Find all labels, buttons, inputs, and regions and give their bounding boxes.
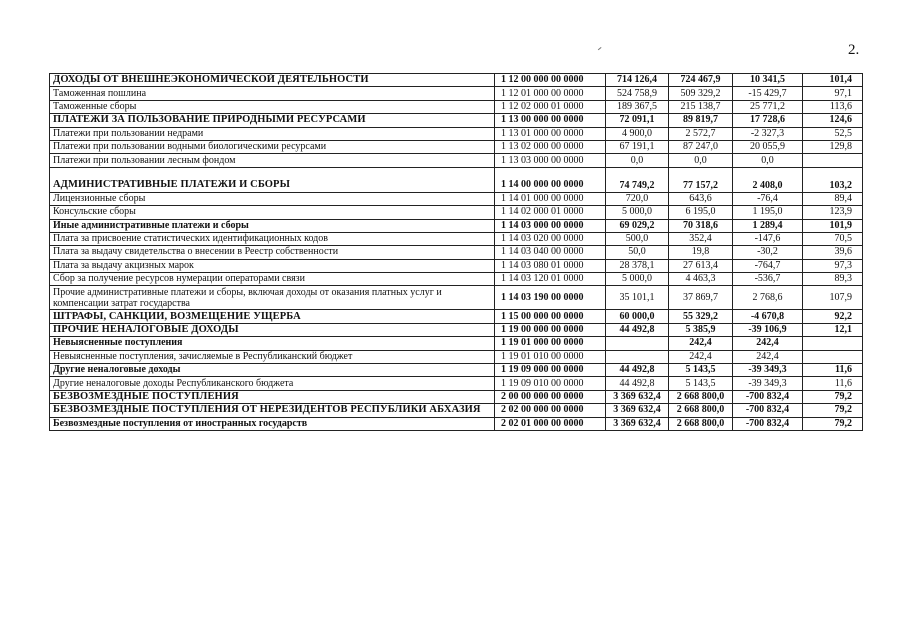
budget-code: 1 14 02 000 01 0000 (495, 206, 606, 219)
budget-code: 1 14 01 000 00 0000 (495, 192, 606, 205)
deviation-value: 0,0 (733, 154, 803, 167)
execution-percent: 12,1 (803, 323, 863, 336)
actual-value: 2 668 800,0 (669, 417, 733, 430)
actual-value: 352,4 (669, 232, 733, 245)
budget-code: 1 15 00 000 00 0000 (495, 310, 606, 323)
table-row (50, 206, 863, 219)
deviation-value: 20 055,9 (733, 140, 803, 153)
table-row (50, 350, 863, 363)
actual-value: 5 385,9 (669, 323, 733, 336)
execution-percent: 107,9 (803, 286, 863, 310)
row-name: ПЛАТЕЖИ ЗА ПОЛЬЗОВАНИЕ ПРИРОДНЫМИ РЕСУРСАМИ (50, 114, 495, 127)
row-name: БЕЗВОЗМЕЗДНЫЕ ПОСТУПЛЕНИЯ ОТ НЕРЕЗИДЕНТОВ РЕСПУБЛИКИ АБХАЗИЯ (50, 404, 495, 417)
execution-percent: 103,2 (803, 167, 863, 192)
deviation-value: 242,4 (733, 337, 803, 350)
table-row (50, 323, 863, 336)
deviation-value: 242,4 (733, 350, 803, 363)
budget-code: 1 19 00 000 00 0000 (495, 323, 606, 336)
table-row (50, 167, 863, 192)
actual-value: 2 668 800,0 (669, 404, 733, 417)
execution-percent: 11,6 (803, 364, 863, 377)
execution-percent: 89,4 (803, 192, 863, 205)
actual-value: 724 467,9 (669, 74, 733, 87)
execution-percent (803, 350, 863, 363)
actual-value: 0,0 (669, 154, 733, 167)
planned-value: 35 101,1 (606, 286, 669, 310)
execution-percent: 11,6 (803, 377, 863, 390)
planned-value: 524 758,9 (606, 87, 669, 100)
table-row (50, 390, 863, 403)
execution-percent (803, 337, 863, 350)
budget-code: 1 14 03 190 00 0000 (495, 286, 606, 310)
deviation-value: 2 408,0 (733, 167, 803, 192)
row-name: Таможенная пошлина (50, 87, 495, 100)
table-row (50, 127, 863, 140)
row-name: Прочие административные платежи и сборы, включая доходы от оказания платных услуг и компенсации затрат государства (50, 286, 495, 310)
actual-value: 509 329,2 (669, 87, 733, 100)
execution-percent: 70,5 (803, 232, 863, 245)
planned-value: 28 378,1 (606, 259, 669, 272)
planned-value: 3 369 632,4 (606, 417, 669, 430)
row-name: Таможенные сборы (50, 100, 495, 113)
planned-value: 3 369 632,4 (606, 390, 669, 403)
row-name: Другие неналоговые доходы (50, 364, 495, 377)
table-row (50, 100, 863, 113)
planned-value: 44 492,8 (606, 377, 669, 390)
deviation-value: -700 832,4 (733, 390, 803, 403)
table-row (50, 74, 863, 87)
actual-value: 242,4 (669, 350, 733, 363)
table-row (50, 192, 863, 205)
planned-value: 720,0 (606, 192, 669, 205)
execution-percent (803, 154, 863, 167)
deviation-value: 25 771,2 (733, 100, 803, 113)
table-row (50, 417, 863, 430)
actual-value: 242,4 (669, 337, 733, 350)
planned-value: 3 369 632,4 (606, 404, 669, 417)
table-row (50, 377, 863, 390)
execution-percent: 89,3 (803, 273, 863, 286)
row-name: Платежи при пользовании недрами (50, 127, 495, 140)
table-row (50, 219, 863, 232)
budget-code: 1 14 00 000 00 0000 (495, 167, 606, 192)
planned-value (606, 337, 669, 350)
pen-mark (598, 47, 602, 51)
deviation-value: -76,4 (733, 192, 803, 205)
deviation-value: 10 341,5 (733, 74, 803, 87)
row-name: Консульские сборы (50, 206, 495, 219)
execution-percent: 101,4 (803, 74, 863, 87)
planned-value: 60 000,0 (606, 310, 669, 323)
row-name: БЕЗВОЗМЕЗДНЫЕ ПОСТУПЛЕНИЯ (50, 390, 495, 403)
row-name: Невыясненные поступления, зачисляемые в Республиканский бюджет (50, 350, 495, 363)
row-name: ДОХОДЫ ОТ ВНЕШНЕЭКОНОМИЧЕСКОЙ ДЕЯТЕЛЬНОСТИ (50, 74, 495, 87)
table-row (50, 273, 863, 286)
budget-code: 1 13 02 000 00 0000 (495, 140, 606, 153)
budget-code: 1 14 03 000 00 0000 (495, 219, 606, 232)
budget-code: 1 13 00 000 00 0000 (495, 114, 606, 127)
execution-percent: 113,6 (803, 100, 863, 113)
table-row (50, 114, 863, 127)
execution-percent: 124,6 (803, 114, 863, 127)
deviation-value: -39 349,3 (733, 377, 803, 390)
budget-code: 1 19 09 010 00 0000 (495, 377, 606, 390)
row-name: Сбор за получение ресурсов нумерации операторами связи (50, 273, 495, 286)
execution-percent: 97,3 (803, 259, 863, 272)
actual-value: 77 157,2 (669, 167, 733, 192)
actual-value: 4 463,3 (669, 273, 733, 286)
planned-value: 44 492,8 (606, 364, 669, 377)
execution-percent: 79,2 (803, 404, 863, 417)
actual-value: 5 143,5 (669, 364, 733, 377)
row-name: ШТРАФЫ, САНКЦИИ, ВОЗМЕЩЕНИЕ УЩЕРБА (50, 310, 495, 323)
budget-code: 1 14 03 040 00 0000 (495, 246, 606, 259)
revenue-table-body (50, 74, 863, 431)
actual-value: 37 869,7 (669, 286, 733, 310)
planned-value: 500,0 (606, 232, 669, 245)
table-row (50, 87, 863, 100)
table-row (50, 286, 863, 310)
deviation-value: -39 349,3 (733, 364, 803, 377)
execution-percent: 101,9 (803, 219, 863, 232)
planned-value: 50,0 (606, 246, 669, 259)
planned-value: 5 000,0 (606, 273, 669, 286)
execution-percent: 79,2 (803, 417, 863, 430)
planned-value: 4 900,0 (606, 127, 669, 140)
row-name: ПРОЧИЕ НЕНАЛОГОВЫЕ ДОХОДЫ (50, 323, 495, 336)
actual-value: 643,6 (669, 192, 733, 205)
planned-value: 189 367,5 (606, 100, 669, 113)
budget-code: 1 12 02 000 01 0000 (495, 100, 606, 113)
deviation-value: -536,7 (733, 273, 803, 286)
deviation-value: -2 327,3 (733, 127, 803, 140)
execution-percent: 123,9 (803, 206, 863, 219)
budget-code: 1 12 00 000 00 0000 (495, 74, 606, 87)
budget-code: 1 14 03 020 00 0000 (495, 232, 606, 245)
actual-value: 215 138,7 (669, 100, 733, 113)
deviation-value: -4 670,8 (733, 310, 803, 323)
deviation-value: -764,7 (733, 259, 803, 272)
revenue-table (49, 73, 863, 431)
budget-code: 1 14 03 080 01 0000 (495, 259, 606, 272)
actual-value: 55 329,2 (669, 310, 733, 323)
table-row (50, 404, 863, 417)
deviation-value: 1 195,0 (733, 206, 803, 219)
actual-value: 70 318,6 (669, 219, 733, 232)
row-name: Платежи при пользовании лесным фондом (50, 154, 495, 167)
planned-value: 714 126,4 (606, 74, 669, 87)
row-name: АДМИНИСТРАТИВНЫЕ ПЛАТЕЖИ И СБОРЫ (50, 167, 495, 192)
actual-value: 2 572,7 (669, 127, 733, 140)
table-row (50, 140, 863, 153)
deviation-value: -700 832,4 (733, 404, 803, 417)
execution-percent: 39,6 (803, 246, 863, 259)
deviation-value: -39 106,9 (733, 323, 803, 336)
row-name: Невыясненные поступления (50, 337, 495, 350)
row-name: Плата за выдачу свидетельства о внесении в Реестр собственности (50, 246, 495, 259)
deviation-value: 17 728,6 (733, 114, 803, 127)
planned-value: 44 492,8 (606, 323, 669, 336)
actual-value: 27 613,4 (669, 259, 733, 272)
table-row (50, 232, 863, 245)
budget-code: 1 19 01 000 00 0000 (495, 337, 606, 350)
deviation-value: -30,2 (733, 246, 803, 259)
deviation-value: 2 768,6 (733, 286, 803, 310)
row-name: Безвозмездные поступления от иностранных государств (50, 417, 495, 430)
deviation-value: -15 429,7 (733, 87, 803, 100)
row-name: Плата за выдачу акцизных марок (50, 259, 495, 272)
row-name: Платежи при пользовании водными биологическими ресурсами (50, 140, 495, 153)
budget-code: 1 13 01 000 00 0000 (495, 127, 606, 140)
budget-code: 1 14 03 120 01 0000 (495, 273, 606, 286)
budget-code: 1 13 03 000 00 0000 (495, 154, 606, 167)
budget-code: 2 00 00 000 00 0000 (495, 390, 606, 403)
execution-percent: 79,2 (803, 390, 863, 403)
budget-code: 2 02 00 000 00 0000 (495, 404, 606, 417)
row-name: Другие неналоговые доходы Республиканского бюджета (50, 377, 495, 390)
deviation-value: -147,6 (733, 232, 803, 245)
planned-value: 67 191,1 (606, 140, 669, 153)
budget-code: 1 12 01 000 00 0000 (495, 87, 606, 100)
page-number: 2. (848, 42, 860, 58)
actual-value: 87 247,0 (669, 140, 733, 153)
planned-value (606, 350, 669, 363)
planned-value: 0,0 (606, 154, 669, 167)
actual-value: 6 195,0 (669, 206, 733, 219)
actual-value: 5 143,5 (669, 377, 733, 390)
actual-value: 2 668 800,0 (669, 390, 733, 403)
execution-percent: 52,5 (803, 127, 863, 140)
budget-code: 1 19 09 000 00 0000 (495, 364, 606, 377)
row-name: Лицензионные сборы (50, 192, 495, 205)
actual-value: 89 819,7 (669, 114, 733, 127)
deviation-value: 1 289,4 (733, 219, 803, 232)
planned-value: 69 029,2 (606, 219, 669, 232)
row-name: Иные административные платежи и сборы (50, 219, 495, 232)
deviation-value: -700 832,4 (733, 417, 803, 430)
execution-percent: 97,1 (803, 87, 863, 100)
table-row (50, 364, 863, 377)
table-row (50, 246, 863, 259)
table-row (50, 154, 863, 167)
row-name: Плата за присвоение статистических идентификационных кодов (50, 232, 495, 245)
execution-percent: 129,8 (803, 140, 863, 153)
planned-value: 5 000,0 (606, 206, 669, 219)
table-row (50, 337, 863, 350)
budget-code: 2 02 01 000 00 0000 (495, 417, 606, 430)
budget-code: 1 19 01 010 00 0000 (495, 350, 606, 363)
actual-value: 19,8 (669, 246, 733, 259)
planned-value: 72 091,1 (606, 114, 669, 127)
planned-value: 74 749,2 (606, 167, 669, 192)
table-row (50, 310, 863, 323)
execution-percent: 92,2 (803, 310, 863, 323)
table-row (50, 259, 863, 272)
